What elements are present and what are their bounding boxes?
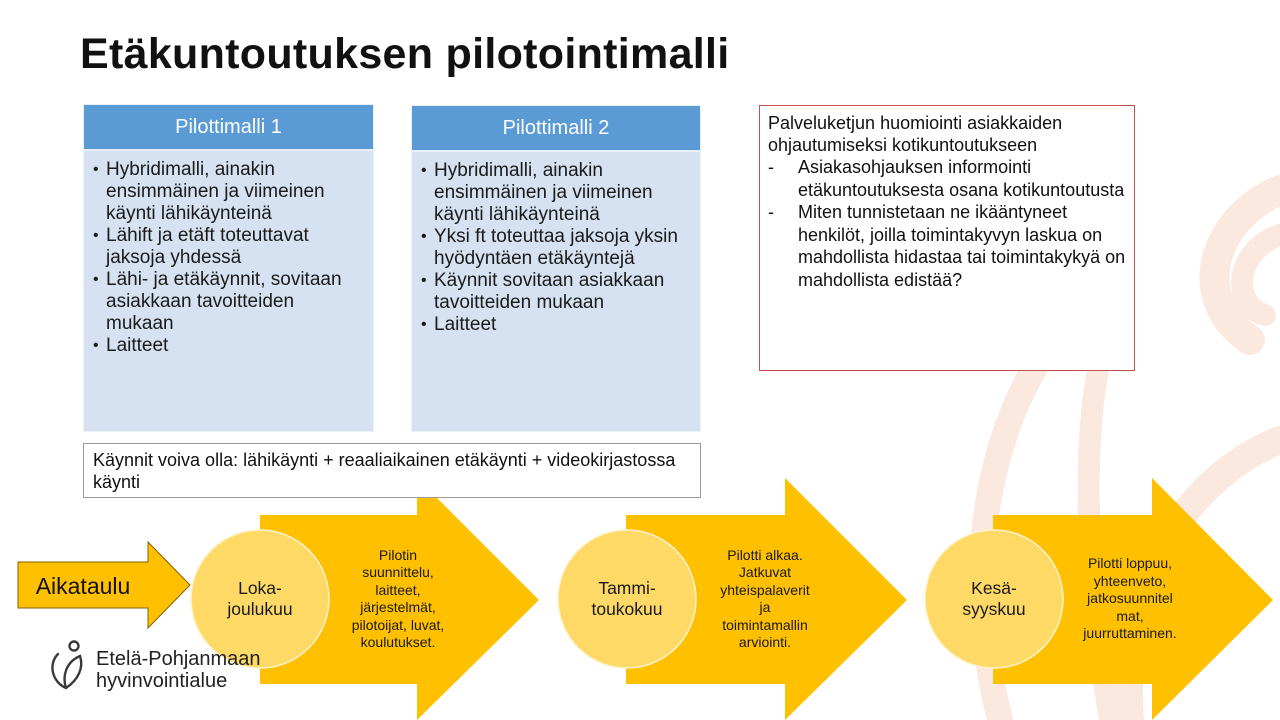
phase-3-period: Kesä- syyskuu xyxy=(962,578,1026,619)
phase-2-description: Pilotti alkaa. Jatkuvat yhteispalaverit ja toimintamallin arviointi. xyxy=(720,546,810,650)
slide-title: Etäkuntoutuksen pilotointimalli xyxy=(80,30,730,78)
phase-2-period: Tammi- toukokuu xyxy=(591,578,663,619)
list-item: • Lähi- ja etäkäynnit, sovitaan asiakkaan tavoitteiden mukaan xyxy=(106,269,343,335)
logo-line-1: Etelä-Pohjanmaan xyxy=(96,648,261,670)
service-chain-intro: Palveluketjun huomiointi asiakkaiden ohjautumiseksi kotikuntoutukseen xyxy=(768,113,1063,155)
list-item: • Lähift ja etäft toteuttavat jaksoja yhdessä xyxy=(106,225,363,269)
pilot-model-2-header: Pilottimalli 2 xyxy=(411,105,701,151)
list-item: • Hybridimalli, ainakin ensimmäinen ja viimeinen käynti lähikäynteinä xyxy=(434,160,680,226)
list-item: • Laitteet xyxy=(434,314,690,336)
organization-logo-text xyxy=(96,648,261,692)
list-item: • Hybridimalli, ainakin ensimmäinen ja viimeinen käynti lähikäynteinä xyxy=(106,159,353,225)
list-item: • Yksi ft toteuttaa jaksoja yksin hyödyntäen etäkäyntejä xyxy=(434,226,690,270)
list-item: • Laitteet xyxy=(106,335,363,357)
phase-1-description: Pilotin suunnittelu, laitteet, järjestelmät, pilotoijat, luvat, koulutukset. xyxy=(351,546,445,650)
phase-3-description: Pilotti loppuu, yhteenveto, jatkosuunnitel mat, juurruttaminen. xyxy=(1083,555,1177,642)
phase-1-arrow-overlap xyxy=(260,640,320,700)
logo-line-2: hyvinvointialue xyxy=(96,670,228,692)
list-item: - Miten tunnistetaan ne ikääntyneet henkilöt, joilla toimintakyvyn laskua on mahdollista hidastaa tai toimintakykyä on mahdollista edistää? xyxy=(798,201,1126,291)
pilot-model-1-header: Pilottimalli 1 xyxy=(83,104,374,150)
organization-logo-icon xyxy=(46,638,88,692)
list-item: - Asiakasohjauksen informointi etäkuntoutuksesta osana kotikuntoutusta xyxy=(798,156,1126,201)
visits-note: Käynnit voiva olla: lähikäynti + reaaliaikainen etäkäynti + videokirjastossa käynti xyxy=(83,443,701,498)
schedule-label: Aikataulu xyxy=(35,572,131,599)
list-item: • Käynnit sovitaan asiakkaan tavoitteiden mukaan xyxy=(434,270,690,314)
phase-1-period: Loka- joulukuu xyxy=(227,578,293,619)
